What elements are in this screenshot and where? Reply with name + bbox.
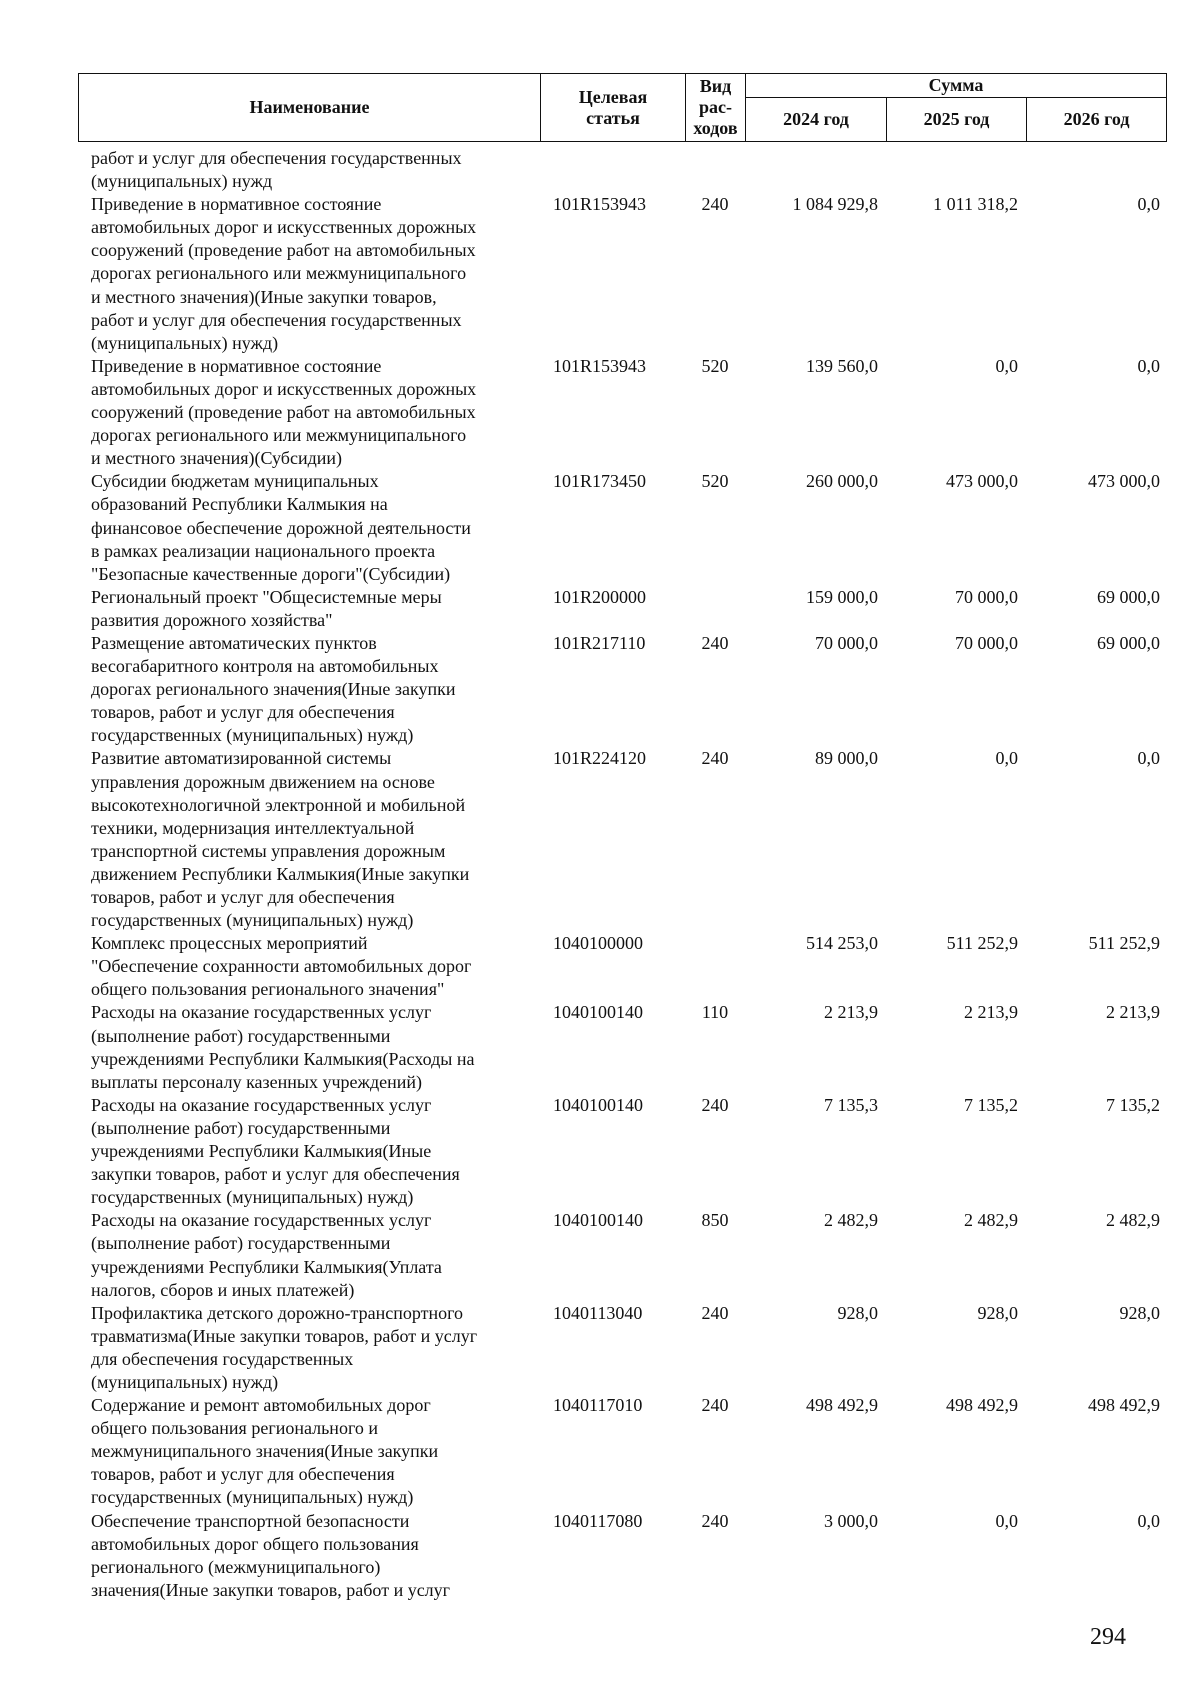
row-sum-2025: 0,0 [995, 748, 1018, 769]
row-kind: 110 [701, 1002, 729, 1023]
row-code: 1040100000 [553, 933, 643, 954]
table-row [78, 147, 1166, 193]
row-name: работ и услуг для обеспечения государственных (муниципальных) нужд [91, 148, 462, 192]
row-sum-2024: 2 213,9 [824, 1002, 878, 1023]
table-row [78, 1001, 1166, 1093]
row-sum-2024: 89 000,0 [815, 748, 878, 769]
row-name: Расходы на оказание государственных услуг (выполнение работ) государственными учреждениями Республики Калмыкия(Иные закупки товаров, работ и услуг для обеспечения государственных (муниципальных) нужд) [91, 1094, 460, 1208]
row-kind: 850 [701, 1210, 729, 1231]
row-sum-2024: 70 000,0 [815, 632, 878, 653]
table-row [78, 193, 1166, 355]
row-sum-2025: 498 492,9 [946, 1395, 1018, 1416]
row-sum-2024: 928,0 [837, 1302, 878, 1323]
row-kind: 240 [701, 194, 729, 215]
row-sum-2026: 69 000,0 [1097, 632, 1160, 653]
row-sum-2026: 2 482,9 [1106, 1210, 1160, 1231]
row-sum-2026: 928,0 [1119, 1302, 1160, 1323]
row-sum-2026: 0,0 [1137, 355, 1160, 376]
header-year-2024: 2024 год [746, 98, 887, 142]
row-code: 101R173450 [553, 471, 647, 492]
row-name: Обеспечение транспортной безопасности автомобильных дорог общего пользования регионального (межмуниципального) значения(Иные закупки товаров, работ и услуг [91, 1510, 451, 1600]
table-row [78, 1510, 1166, 1602]
row-code: 101R153943 [553, 194, 647, 215]
row-code: 1040100140 [553, 1002, 643, 1023]
row-sum-2026: 69 000,0 [1097, 586, 1160, 607]
row-name: Профилактика детского дорожно-транспортного травматизма(Иные закупки товаров, работ и услуг для обеспечения государственных (муниципальных) нужд) [91, 1302, 478, 1392]
table-row [78, 470, 1166, 585]
header-target-article [541, 74, 686, 142]
row-kind: 240 [701, 1510, 729, 1531]
table-row [78, 586, 1166, 632]
row-sum-2025: 2 213,9 [964, 1002, 1018, 1023]
row-sum-2025: 70 000,0 [955, 586, 1018, 607]
row-name: Развитие автоматизированной системы управления дорожным движением на основе высокотехнологичной электронной и мобильной техники, модернизация интеллектуальной транспортной системы управления дорожным движением Республики Калмыкия(Иные закупки товаров, работ и услуг для обеспечения государственных (муниципальных) нужд) [91, 748, 470, 931]
row-kind: 520 [701, 355, 729, 376]
row-sum-2025: 7 135,2 [964, 1094, 1018, 1115]
table-header [78, 73, 1167, 142]
row-code: 101R200000 [553, 586, 647, 607]
row-sum-2025: 473 000,0 [946, 471, 1018, 492]
row-sum-2025: 1 011 318,2 [933, 194, 1018, 215]
row-sum-2025: 2 482,9 [964, 1210, 1018, 1231]
table-row [78, 1302, 1166, 1394]
row-sum-2024: 2 482,9 [824, 1210, 878, 1231]
header-expense-type-text: Вид рас-ходов [693, 76, 738, 138]
row-code: 1040113040 [553, 1302, 643, 1323]
row-name: Комплекс процессных мероприятий "Обеспечение сохранности автомобильных дорог общего пользования регионального значения" [91, 933, 472, 1000]
row-kind: 520 [701, 471, 729, 492]
row-code: 101R153943 [553, 355, 647, 376]
table-row [78, 632, 1166, 747]
header-year-2026: 2026 год [1027, 98, 1167, 142]
row-sum-2026: 498 492,9 [1088, 1395, 1160, 1416]
row-name: Расходы на оказание государственных услуг (выполнение работ) государственными учреждениями Республики Калмыкия(Расходы на выплаты персоналу казенных учреждений) [91, 1002, 475, 1092]
row-sum-2025: 511 252,9 [946, 933, 1018, 954]
row-code: 1040117010 [553, 1395, 643, 1416]
header-sum: Сумма [746, 74, 1167, 98]
row-name: Приведение в нормативное состояние автомобильных дорог и искусственных дорожных сооружений (проведение работ на автомобильных дорогах регионального или межмуниципального и местного значения)(Субсидии) [91, 355, 477, 469]
header-year-2025: 2025 год [887, 98, 1027, 142]
header-expense-type [686, 74, 746, 142]
table-row [78, 932, 1166, 1001]
row-sum-2024: 260 000,0 [806, 471, 878, 492]
row-kind: 240 [701, 632, 729, 653]
table-row [78, 355, 1166, 470]
row-kind: 240 [701, 1302, 729, 1323]
row-code: 101R217110 [553, 632, 646, 653]
row-sum-2026: 2 213,9 [1106, 1002, 1160, 1023]
row-sum-2025: 0,0 [995, 1510, 1018, 1531]
row-name: Расходы на оказание государственных услуг (выполнение работ) государственными учреждениями Республики Калмыкия(Уплата налогов, сборов и иных платежей) [91, 1210, 442, 1300]
row-sum-2026: 473 000,0 [1088, 471, 1160, 492]
row-kind: 240 [701, 748, 729, 769]
row-sum-2024: 1 084 929,8 [792, 194, 878, 215]
row-name: Содержание и ремонт автомобильных дорог общего пользования регионального и межмуниципального значения(Иные закупки товаров, работ и услуг для обеспечения государственных (муниципальных) нужд) [91, 1395, 439, 1508]
row-name: Региональный проект "Общесистемные меры развития дорожного хозяйства" [91, 586, 442, 630]
row-kind: 240 [701, 1094, 729, 1115]
row-sum-2024: 514 253,0 [806, 933, 878, 954]
header-target-article-text: Целевая статья [578, 86, 648, 128]
row-code: 101R224120 [553, 748, 647, 769]
header-name: Наименование [79, 74, 541, 142]
table-row [78, 1209, 1166, 1301]
table-row [78, 747, 1166, 932]
row-sum-2026: 0,0 [1137, 194, 1160, 215]
row-sum-2026: 511 252,9 [1088, 933, 1160, 954]
row-sum-2026: 0,0 [1137, 748, 1160, 769]
row-code: 1040100140 [553, 1094, 643, 1115]
row-code: 1040117080 [553, 1510, 643, 1531]
row-sum-2024: 498 492,9 [806, 1395, 878, 1416]
row-name: Приведение в нормативное состояние автомобильных дорог и искусственных дорожных сооружений (проведение работ на автомобильных дорогах регионального или межмуниципального и местного значения)(Иные закупки товаров, работ и услуг для обеспечения государственных (муниципальных) нужд) [91, 194, 477, 353]
row-sum-2026: 0,0 [1137, 1510, 1160, 1531]
row-sum-2024: 3 000,0 [824, 1510, 878, 1531]
table-row [78, 1394, 1166, 1509]
row-sum-2024: 7 135,3 [824, 1094, 878, 1115]
row-sum-2024: 139 560,0 [806, 355, 878, 376]
table-row [78, 1094, 1166, 1209]
row-code: 1040100140 [553, 1210, 643, 1231]
table-body [78, 147, 1166, 1602]
row-sum-2024: 159 000,0 [806, 586, 878, 607]
row-sum-2025: 0,0 [995, 355, 1018, 376]
row-name: Субсидии бюджетам муниципальных образований Республики Калмыкия на финансовое обеспечение дорожной деятельности в рамках реализации национального проекта "Безопасные качественные дороги"(Субсидии) [91, 471, 471, 584]
row-sum-2025: 928,0 [977, 1302, 1018, 1323]
row-sum-2025: 70 000,0 [955, 632, 1018, 653]
row-name: Размещение автоматических пунктов весогабаритного контроля на автомобильных дорогах регионального значения(Иные закупки товаров, работ и услуг для обеспечения государственных (муниципальных) нужд) [91, 632, 456, 746]
row-kind: 240 [701, 1395, 729, 1416]
page-number: 294 [1090, 1624, 1126, 1650]
row-sum-2026: 7 135,2 [1106, 1094, 1160, 1115]
